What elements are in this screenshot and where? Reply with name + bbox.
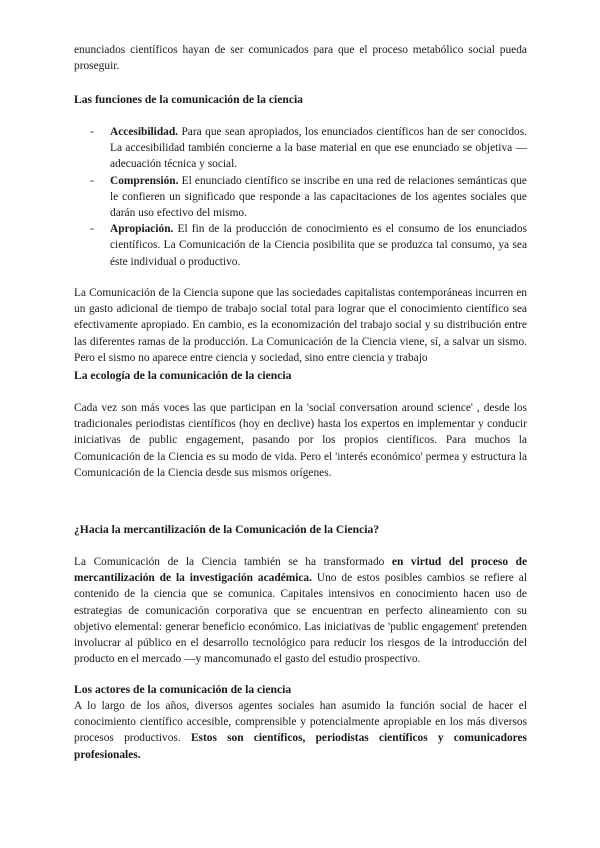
dash-bullet: - bbox=[90, 174, 94, 187]
text-apropiacion: El fin de la producción de conocimiento es el consumo de los enunciados científicos. La Comunicación de la Ciencia posibilita que se produzca tal consumo, ya sea éste individual o productivo. bbox=[110, 223, 527, 268]
paragraph-ecologia: Cada vez son más voces las que participan en la 'social conversation around science' , desde los tradicionales periodistas científicos (hoy en declive) hasta los expertos en implementar y conducir iniciativas de public engagement, pasando por los propios científicos. Para muchos la Comunicación de la Ciencia es su modo de vida. Pero el 'interés económico' permea y estructura la Comunicación de la Ciencia desde sus mismos orígenes. bbox=[74, 402, 527, 479]
paragraph-actores bbox=[74, 698, 527, 763]
mercantilizacion-text-end: Uno de estos posibles cambios se refiere al contenido de la ciencia que se comunica. Capitales intensivos en conocimiento hacen uso de estrategias de comunicación corporativa que se encuentran en perfecto alineamiento con su objetivo elemental: generar beneficio económico. Las iniciativas de 'public engagement' pretenden involucrar al público en el desarrollo tecnológico para reducir los riesgos de la introducción del producto en el mercado —y mancomunado el gasto del estudio prospectivo. bbox=[74, 572, 527, 666]
term-comprension: Comprensión. bbox=[110, 174, 179, 187]
heading-actores: Los actores de la comunicación de la ciencia bbox=[74, 683, 292, 696]
mercantilizacion-text-start: La Comunicación de la Ciencia también se ha transformado bbox=[74, 556, 392, 568]
heading-mercantilizacion: ¿Hacia la mercantilización de la Comunicación de la Ciencia? bbox=[74, 523, 380, 536]
actores-text-bold: Estos son científicos, periodistas científicos y comunicadores profesionales. bbox=[74, 732, 527, 761]
list-item-accesibilidad bbox=[74, 124, 527, 173]
term-accesibilidad: Accesibilidad. bbox=[110, 126, 179, 138]
paragraph-funciones: La Comunicación de la Ciencia supone que las sociedades capitalistas contemporáneas incurren en un gasto adicional de tiempo de trabajo social total para lograr que el conocimiento científico sea efectivamente apropiado. En cambio, es la economización del trabajo social y su distribución entre las diferentes ramas de la producción. La Comunicación de la Ciencia viene, sí, a salvar un sismo. Pero el sismo no aparece entre ciencia y sociedad, sino entre ciencia y trabajo bbox=[74, 287, 527, 364]
list-item-apropiacion bbox=[74, 221, 527, 270]
list-item-comprension bbox=[74, 173, 527, 222]
term-apropiacion: Apropiación. bbox=[110, 223, 174, 236]
text-comprension: El enunciado científico se inscribe en una red de relaciones semánticas que le confieren un significado que responde a las capacitaciones de los agentes sociales que darán uso efectivo del mismo. bbox=[110, 174, 527, 220]
heading-ecologia: La ecología de la comunicación de la ciencia bbox=[74, 369, 292, 382]
intro-paragraph-tail: enunciados científicos hayan de ser comunicados para que el proceso metabólico social pueda proseguir. bbox=[74, 44, 527, 73]
paragraph-mercantilizacion bbox=[74, 554, 527, 667]
dash-bullet: - bbox=[90, 126, 94, 138]
mercantilizacion-text-bold: en virtud del proceso de mercantilización de la investigación académica. bbox=[74, 556, 527, 585]
text-accesibilidad: Para que sean apropiados, los enunciados científicos han de ser conocidos. La accesibilidad también concierne a la base material en que ese enunciado se objetiva — adecuación técnica y social. bbox=[110, 126, 527, 171]
functions-list bbox=[74, 124, 527, 270]
actores-text-start: A lo largo de los años, diversos agentes sociales han asumido la función social de hacer el conocimiento científico accesible, comprensible y potencialmente apropiable en los más diversos procesos productivos. bbox=[74, 700, 527, 745]
heading-funciones: Las funciones de la comunicación de la ciencia bbox=[74, 93, 303, 106]
dash-bullet: - bbox=[90, 223, 94, 236]
